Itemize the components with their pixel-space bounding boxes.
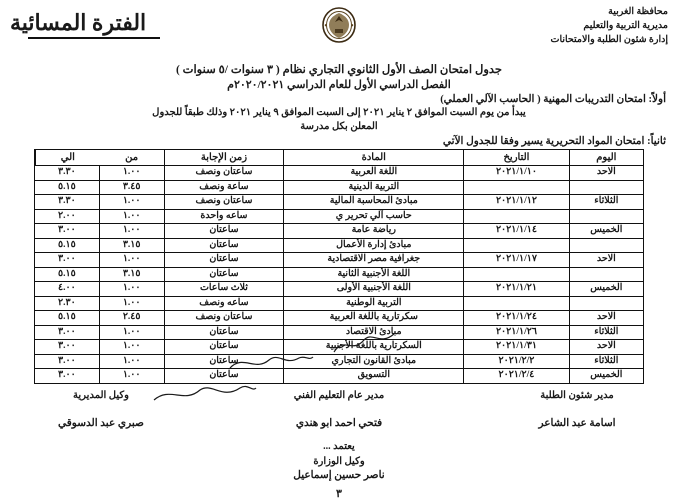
- table-row: [35, 180, 644, 195]
- cell-subject: سكرتارية باللغة العربية: [284, 311, 464, 326]
- signature-role-technical-education: مدير عام التعليم الفني: [293, 389, 385, 401]
- signature-student-affairs: [512, 390, 642, 429]
- section-second-heading: ثانياً: امتحان المواد التحريرية يسير وفقا للجدول الآتي: [442, 136, 666, 147]
- cell-time-to: ٣.٠٠: [35, 224, 100, 239]
- final-signature-role: وكيل الوزارة: [313, 455, 365, 467]
- section-first-note-line2: المعلن بكل مدرسة: [300, 120, 378, 132]
- cell-duration: ساعتان: [164, 267, 284, 282]
- cell-duration: ساعتان: [164, 325, 284, 340]
- cell-subject: السكرتارية باللغة الأجنبية: [284, 340, 464, 355]
- cell-time-to: ٣.٠٠: [35, 325, 100, 340]
- cell-time-to: ٢.٠٠: [35, 209, 100, 224]
- table-row: [35, 311, 644, 326]
- cell-time-from: ٣.١٥: [99, 238, 164, 253]
- cell-date: ٢٠٢١/١/١٠: [464, 166, 569, 181]
- cell-time-to: ٥.١٥: [35, 180, 100, 195]
- cell-date: ٢٠٢١/٢/٤: [464, 369, 569, 384]
- ministry-address-block: [518, 4, 668, 47]
- cell-time-to: ٤.٠٠: [35, 282, 100, 297]
- signature-technical-education: [274, 390, 404, 429]
- header-time-from: من: [125, 152, 139, 163]
- table-row: [35, 325, 644, 340]
- cell-time-from: ١.٠٠: [99, 340, 164, 355]
- cell-day: [569, 267, 643, 282]
- directorate-line: مديرية التربية والتعليم: [583, 20, 668, 31]
- cell-duration: ساعتان ونصف: [164, 195, 284, 210]
- cell-time-to: ٣.٠٠: [35, 340, 100, 355]
- table-row: [35, 253, 644, 268]
- schedule-heading: جدول امتحان الصف الأول الثانوي التجاري نظام ( ٣ سنوات /٥ سنوات ): [175, 64, 503, 76]
- cell-duration: ساعه واحدة: [164, 209, 284, 224]
- cell-duration: ساعه ونصف: [164, 296, 284, 311]
- header-time-to: الي: [35, 150, 100, 165]
- cell-day: الاحد: [569, 311, 643, 326]
- cell-time-to: ٥.١٥: [35, 267, 100, 282]
- cell-time-from: ١.٠٠: [99, 253, 164, 268]
- cell-time-from: ١.٠٠: [99, 282, 164, 297]
- table-row: [35, 296, 644, 311]
- cell-date: ٢٠٢١/١/١٢: [464, 195, 569, 210]
- cell-time-to: ٣.٠٠: [35, 253, 100, 268]
- signature-row: [36, 390, 642, 429]
- cell-time-from: ١.٠٠: [99, 369, 164, 384]
- cell-subject: مبادئ المحاسبة المالية: [284, 195, 464, 210]
- cell-subject: مبادئ القانون التجاري: [284, 354, 464, 369]
- cell-date: [464, 296, 569, 311]
- cell-day: الخميس: [569, 282, 643, 297]
- governorate-line: محافظة الغربية: [608, 7, 668, 17]
- cell-date: ٢٠٢١/١/٢١: [464, 282, 569, 297]
- cell-subject: اللغة الأجنبية الثانية: [284, 267, 464, 282]
- cell-date: [464, 209, 569, 224]
- cell-day: الاحد: [569, 166, 643, 181]
- cell-date: [464, 238, 569, 253]
- header-duration: زمن الإجابة: [164, 150, 284, 166]
- signature-role-directorate-deputy: وكيل المديرية: [73, 389, 129, 401]
- cell-duration: ساعتان: [164, 253, 284, 268]
- signature-role-student-affairs: مدير شئون الطلبة: [540, 389, 614, 401]
- cell-duration: ساعتان ونصف: [164, 166, 284, 181]
- cell-duration: ساعتان: [164, 224, 284, 239]
- cell-day: [569, 238, 643, 253]
- intro-block: [10, 62, 668, 91]
- page-number: ٣: [336, 487, 342, 500]
- exam-schedule-table: [34, 149, 644, 384]
- cell-subject: التربية الوطنية: [284, 296, 464, 311]
- cell-time-to: ٢.٣٠: [35, 296, 100, 311]
- schedule-table-wrap: [10, 149, 668, 384]
- table-row: [35, 340, 644, 355]
- cell-time-to: ٥.١٥: [35, 238, 100, 253]
- section-first-heading: أولاً: امتحان التدريبات المهنية ( الحاسب الآلي العملي): [440, 94, 666, 105]
- signature-name-technical-education: فتحي احمد ابو هندي: [295, 417, 383, 429]
- cell-duration: ساعتان: [164, 369, 284, 384]
- table-row: [35, 354, 644, 369]
- cell-time-from: ١.٠٠: [99, 296, 164, 311]
- egypt-eagle-emblem-icon: [318, 5, 360, 47]
- header-day: اليوم: [569, 150, 643, 166]
- department-line: إدارة شئون الطلبة والامتحانات: [550, 34, 668, 45]
- cell-time-from: ١.٠٠: [99, 166, 164, 181]
- table-row: [35, 267, 644, 282]
- cell-duration: ثلاث ساعات: [164, 282, 284, 297]
- cell-duration: ساعتان: [164, 238, 284, 253]
- cell-time-to: ٣.٣٠: [35, 166, 100, 181]
- cell-date: ٢٠٢١/١/١٤: [464, 224, 569, 239]
- page-title: الفترة المسائية: [10, 10, 147, 35]
- table-row: [35, 209, 644, 224]
- header-subject: المادة: [284, 150, 464, 166]
- cell-date: [464, 267, 569, 282]
- cell-subject: حاسب آلي تحرير ي: [284, 209, 464, 224]
- signature-name-directorate-deputy: صبري عبد الدسوقي: [58, 417, 144, 429]
- cell-day: الثلاثاء: [569, 354, 643, 369]
- cell-time-from: ١.٠٠: [99, 195, 164, 210]
- signature-directorate-deputy: [36, 390, 166, 429]
- cell-time-from: ٣.٤٥: [99, 180, 164, 195]
- cell-time-to: ٥.١٥: [35, 311, 100, 326]
- cell-subject: اللغة الأجنبية الأولى: [284, 282, 464, 297]
- cell-time-from: ٣.١٥: [99, 267, 164, 282]
- table-header-row: [35, 150, 644, 166]
- cell-date: ٢٠٢١/١/٢٤: [464, 311, 569, 326]
- cell-time-to: ٣.٣٠: [35, 195, 100, 210]
- cell-day: الاحد: [569, 340, 643, 355]
- cell-time-from: ١.٠٠: [99, 325, 164, 340]
- cell-subject: مبادئ إدارة الأعمال: [284, 238, 464, 253]
- table-row: [35, 369, 644, 384]
- cell-duration: ساعتان: [164, 340, 284, 355]
- cell-time-to: ٣.٠٠: [35, 354, 100, 369]
- cell-date: [464, 180, 569, 195]
- header-time: [35, 150, 165, 166]
- cell-day: [569, 180, 643, 195]
- cell-subject: التربية الدينية: [284, 180, 464, 195]
- table-row: [35, 282, 644, 297]
- cell-subject: مبادئ الاقتصاد: [284, 325, 464, 340]
- cell-day: الخميس: [569, 224, 643, 239]
- table-row: [35, 224, 644, 239]
- table-row: [35, 195, 644, 210]
- title-block: [10, 4, 160, 39]
- cell-day: الخميس: [569, 369, 643, 384]
- cell-date: ٢٠٢١/١/٣١: [464, 340, 569, 355]
- cell-date: ٢٠٢١/٢/٢: [464, 354, 569, 369]
- cell-time-from: ١.٠٠: [99, 354, 164, 369]
- cell-day: الثلاثاء: [569, 325, 643, 340]
- cell-subject: رياضة عامة: [284, 224, 464, 239]
- table-row: [35, 238, 644, 253]
- term-heading: الفصل الدراسي الأول للعام الدراسي ٢٠٢٠/٢٠٢١م: [227, 79, 451, 91]
- emblem-container: [160, 4, 518, 47]
- cell-date: ٢٠٢١/١/١٧: [464, 253, 569, 268]
- cell-day: [569, 296, 643, 311]
- cell-day: [569, 209, 643, 224]
- header-date: التاريخ: [464, 150, 569, 166]
- document-header: [10, 4, 668, 60]
- section-first-note-line1: يبدأ من يوم السبت الموافق ٢ يناير ٢٠٢١ إلى السبت الموافق ٩ يناير ٢٠٢١ وذلك طبقاً للجدول: [152, 107, 526, 118]
- approval-text: يعتمد ...: [323, 440, 355, 452]
- cell-duration: ساعتان ونصف: [164, 311, 284, 326]
- cell-duration: ساعتان: [164, 354, 284, 369]
- signature-name-student-affairs: اسامة عبد الشاعر: [538, 417, 616, 429]
- cell-subject: اللغة العربية: [284, 166, 464, 181]
- cell-date: ٢٠٢١/١/٢٦: [464, 325, 569, 340]
- cell-time-from: ١.٠٠: [99, 224, 164, 239]
- table-row: [35, 166, 644, 181]
- cell-time-from: ١.٠٠: [99, 209, 164, 224]
- title-underline: [28, 37, 160, 39]
- cell-day: الاحد: [569, 253, 643, 268]
- cell-day: الثلاثاء: [569, 195, 643, 210]
- cell-time-from: ٢.٤٥: [99, 311, 164, 326]
- cell-duration: ساعة ونصف: [164, 180, 284, 195]
- final-signature-name: ناصر حسين إسماعيل: [293, 469, 385, 481]
- cell-time-to: ٣.٠٠: [35, 369, 100, 384]
- cell-subject: جغرافية مصر الاقتصادية: [284, 253, 464, 268]
- cell-subject: التسويق: [284, 369, 464, 384]
